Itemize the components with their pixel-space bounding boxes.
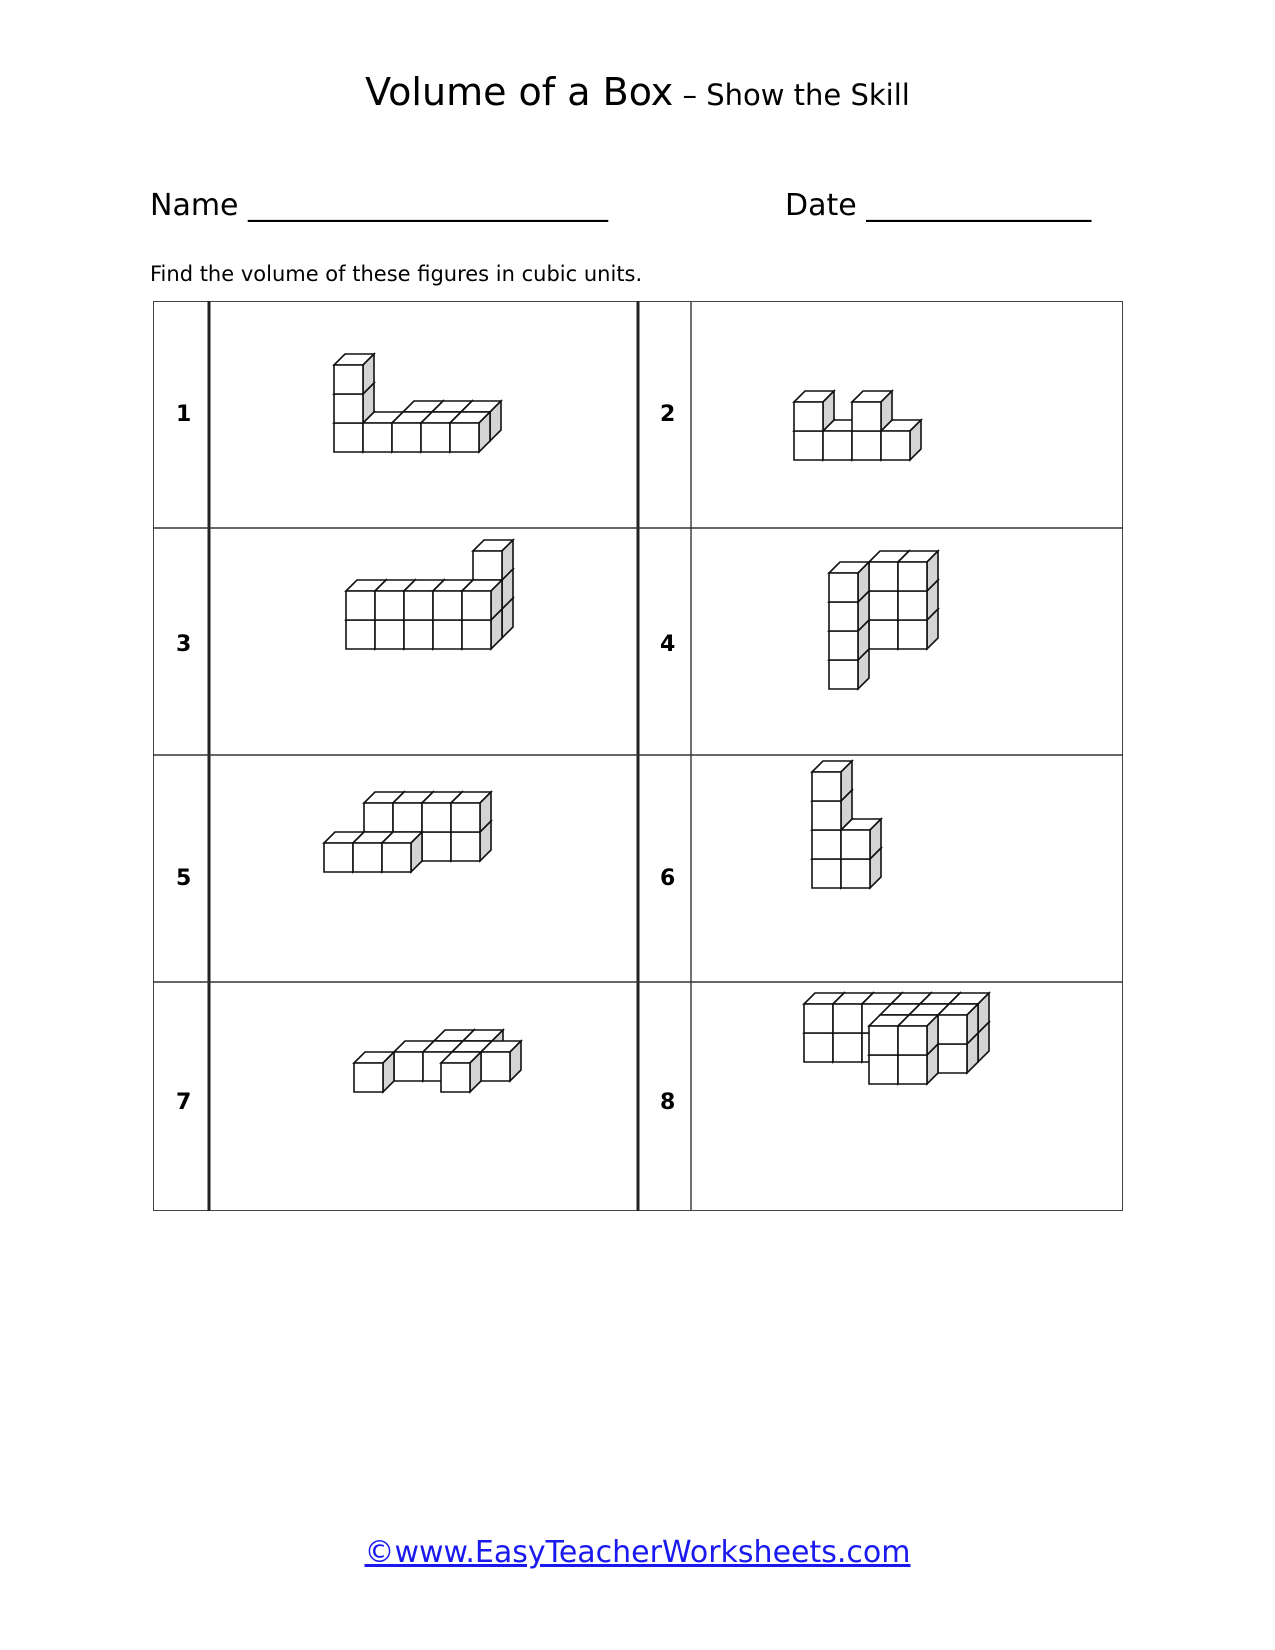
cube-face (422, 832, 451, 861)
cube-face (481, 1052, 510, 1081)
problem-grid (153, 301, 1123, 1211)
cube-face (473, 551, 502, 580)
cube-figures (154, 302, 1124, 1212)
cube-face (450, 423, 479, 452)
cube-face (829, 631, 858, 660)
problem-number: 1 (176, 402, 192, 427)
date-field[interactable]: Date _______________ (785, 188, 1092, 223)
worksheet-title (0, 70, 1275, 114)
title-sub: – Show the Skill (673, 78, 910, 112)
cube-face (869, 1026, 898, 1055)
cube-face (829, 660, 858, 689)
cube-face (938, 1015, 967, 1044)
cube-face (823, 431, 852, 460)
cube-face (462, 591, 491, 620)
cube-face (898, 1026, 927, 1055)
cube-face (393, 803, 422, 832)
cube-face (364, 803, 393, 832)
cube-figure-3 (346, 540, 513, 649)
cube-face (852, 431, 881, 460)
cube-face (794, 402, 823, 431)
problem-number: 7 (176, 1090, 192, 1115)
cube-face (833, 1004, 862, 1033)
cube-face (869, 1055, 898, 1084)
cube-face (833, 1033, 862, 1062)
name-field[interactable]: Name ________________________ (150, 188, 609, 223)
cube-face (869, 562, 898, 591)
cube-figure-5 (324, 792, 491, 872)
instructions: Find the volume of these figures in cubic units. (150, 262, 643, 286)
cube-face (812, 772, 841, 801)
cube-face (346, 591, 375, 620)
cube-face (363, 423, 392, 452)
cube-face (451, 803, 480, 832)
cube-figure-6 (812, 761, 881, 888)
problem-number: 5 (176, 866, 192, 891)
cube-face (881, 431, 910, 460)
cube-face (938, 1044, 967, 1073)
footer-link[interactable]: ©www.EasyTeacherWorksheets.com (364, 1535, 911, 1570)
cube-figure-8 (804, 993, 989, 1084)
cube-face (829, 573, 858, 602)
cube-face (898, 562, 927, 591)
cube-figure-4 (829, 551, 938, 689)
cube-face (812, 801, 841, 830)
cube-face (394, 1052, 423, 1081)
cube-figure-1 (334, 354, 501, 452)
cube-figure-7 (354, 1030, 521, 1092)
cube-face (869, 620, 898, 649)
cube-face (334, 423, 363, 452)
cube-face (898, 1055, 927, 1084)
cube-face (421, 423, 450, 452)
problem-number: 4 (660, 632, 676, 657)
cube-face (869, 591, 898, 620)
cube-face (334, 365, 363, 394)
cube-face (852, 402, 881, 431)
cube-face (346, 620, 375, 649)
cube-face (334, 394, 363, 423)
cube-face (392, 423, 421, 452)
cube-face (433, 620, 462, 649)
cube-face (354, 1063, 383, 1092)
cube-face (898, 620, 927, 649)
cube-face (404, 591, 433, 620)
cube-face (404, 620, 433, 649)
cube-face (375, 591, 404, 620)
problem-number: 8 (660, 1090, 676, 1115)
cube-face (382, 843, 411, 872)
cube-face (898, 591, 927, 620)
problem-number: 2 (660, 402, 676, 427)
cube-face (433, 591, 462, 620)
cube-face (804, 1033, 833, 1062)
cube-face (441, 1063, 470, 1092)
cube-face (353, 843, 382, 872)
cube-figure-2 (794, 391, 921, 460)
cube-face (841, 830, 870, 859)
cube-face (804, 1004, 833, 1033)
title-main: Volume of a Box (365, 70, 674, 114)
cube-face (375, 620, 404, 649)
cube-face (829, 602, 858, 631)
cube-face (812, 859, 841, 888)
problem-number: 3 (176, 632, 192, 657)
cube-face (841, 859, 870, 888)
cube-face (462, 620, 491, 649)
problem-number: 6 (660, 866, 676, 891)
cube-face (422, 803, 451, 832)
footer (0, 1535, 1275, 1570)
cube-face (324, 843, 353, 872)
cube-face (794, 431, 823, 460)
cube-face (812, 830, 841, 859)
cube-face (451, 832, 480, 861)
